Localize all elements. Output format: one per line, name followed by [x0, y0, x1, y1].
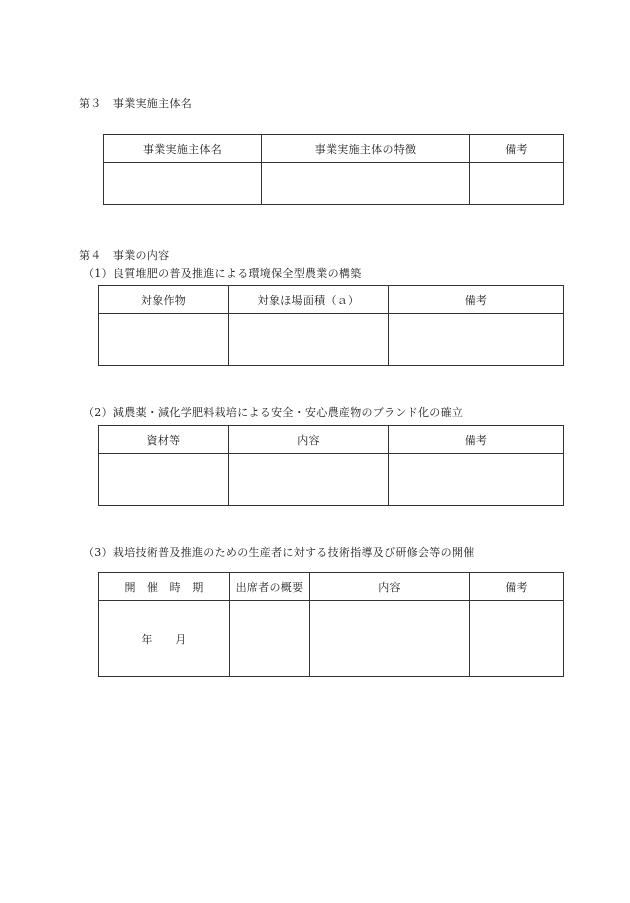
col-header-field-area: 対象ほ場面積（ａ）	[229, 286, 389, 314]
col-header-remarks: 備考	[389, 286, 564, 314]
sub3-table	[98, 572, 564, 677]
materials-cell[interactable]	[99, 454, 229, 506]
year-month-label: 年 月	[141, 632, 187, 646]
remarks-cell[interactable]	[389, 314, 564, 366]
sub2-heading: （2）減農薬・減化学肥料栽培による安全・安心農産物のブランド化の確立	[83, 406, 464, 419]
sub3-heading: （3）栽培技術普及推進のための生産者に対する技術指導及び研修会等の開催	[83, 546, 475, 559]
target-crop-cell[interactable]	[99, 314, 229, 366]
col-header-content: 内容	[310, 573, 470, 601]
col-header-target-crop: 対象作物	[99, 286, 229, 314]
col-header-remarks: 備考	[470, 573, 564, 601]
col-header-remarks: 備考	[470, 135, 564, 163]
entity-features-cell[interactable]	[262, 163, 470, 205]
entity-name-cell[interactable]	[104, 163, 262, 205]
sub1-heading: （1）良質堆肥の普及推進による環境保全型農業の構築	[83, 267, 362, 280]
content-cell[interactable]	[310, 601, 470, 677]
col-header-entity-features: 事業実施主体の特徴	[262, 135, 470, 163]
section3-table	[103, 134, 564, 205]
sub1-table	[98, 285, 564, 366]
section4-heading: 第４ 事業の内容	[79, 249, 170, 262]
col-header-attendees: 出席者の概要	[230, 573, 310, 601]
remarks-cell[interactable]	[389, 454, 564, 506]
remarks-cell[interactable]	[470, 163, 564, 205]
col-header-content: 内容	[229, 426, 389, 454]
date-cell[interactable]	[99, 601, 230, 677]
col-header-remarks: 備考	[389, 426, 564, 454]
col-header-date: 開 催 時 期	[99, 573, 230, 601]
section3-heading: 第３ 事業実施主体名	[79, 97, 192, 110]
attendees-cell[interactable]	[230, 601, 310, 677]
field-area-cell[interactable]	[229, 314, 389, 366]
content-cell[interactable]	[229, 454, 389, 506]
remarks-cell[interactable]	[470, 601, 564, 677]
col-header-materials: 資材等	[99, 426, 229, 454]
col-header-entity-name: 事業実施主体名	[104, 135, 262, 163]
sub2-table	[98, 425, 564, 506]
